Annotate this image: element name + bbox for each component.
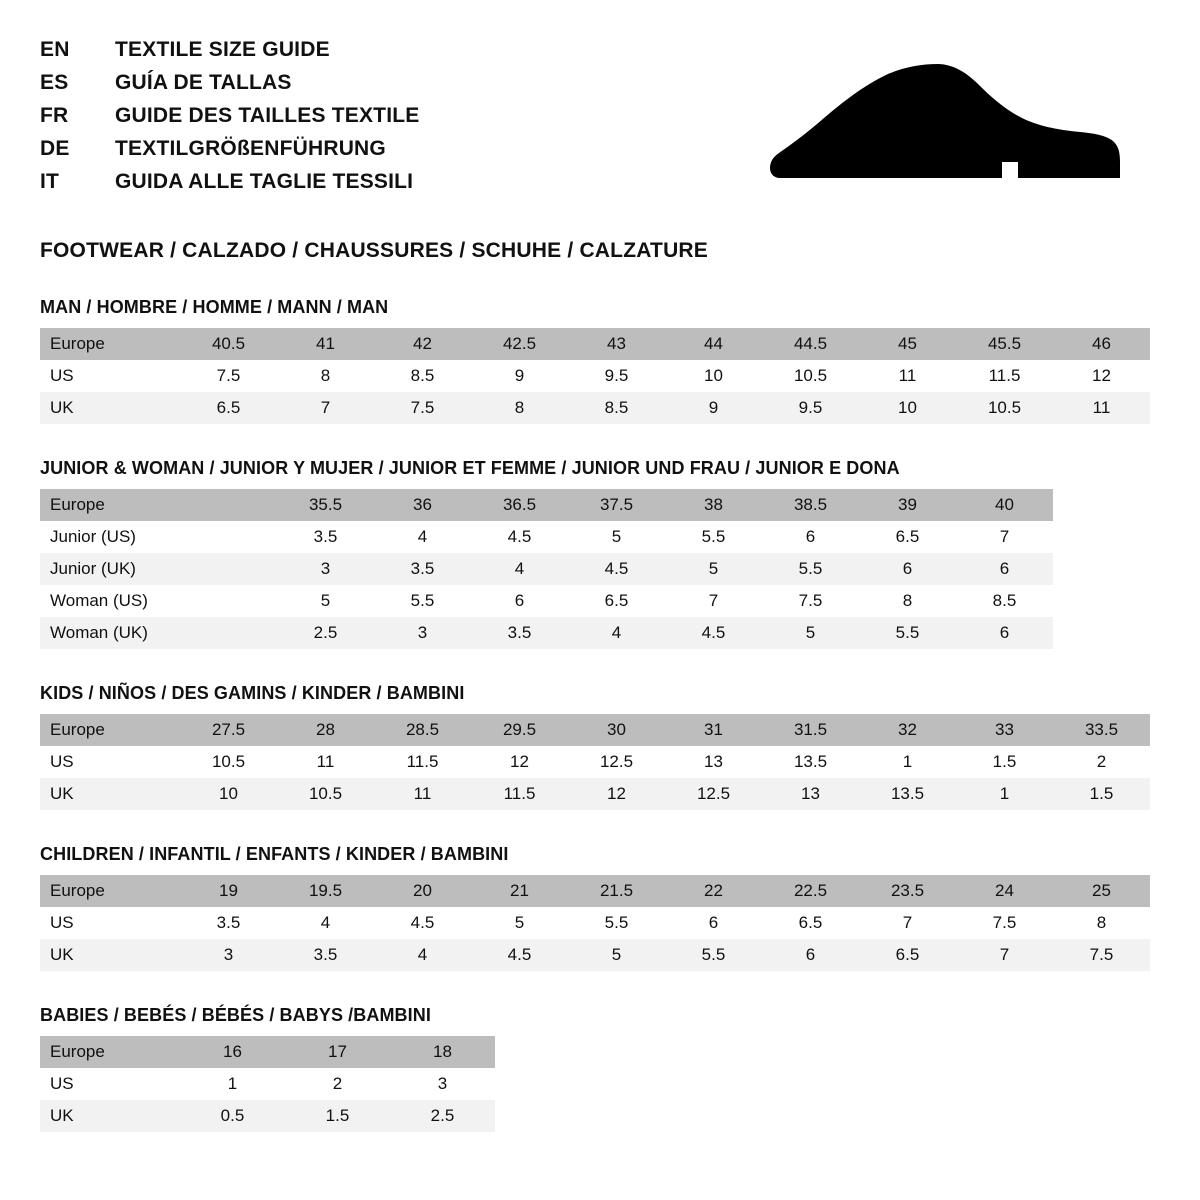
row-label: US bbox=[40, 1068, 180, 1100]
cell: 1.5 bbox=[285, 1100, 390, 1132]
cell: 6.5 bbox=[180, 392, 277, 424]
cell: 19 bbox=[180, 875, 277, 907]
cell: 11.5 bbox=[374, 746, 471, 778]
group-title: CHILDREN / INFANTIL / ENFANTS / KINDER / BAMBINI bbox=[40, 844, 509, 865]
cell: 41 bbox=[277, 328, 374, 360]
cell: 7 bbox=[277, 392, 374, 424]
cell: 24 bbox=[956, 875, 1053, 907]
group-title: MAN / HOMBRE / HOMME / MANN / MAN bbox=[40, 297, 389, 318]
table-row bbox=[40, 489, 1053, 521]
table-row bbox=[40, 360, 1150, 392]
table-row bbox=[40, 1068, 495, 1100]
cell: 4 bbox=[471, 553, 568, 585]
row-label: Woman (UK) bbox=[40, 617, 180, 649]
cell: 5 bbox=[665, 553, 762, 585]
cell: 9 bbox=[471, 360, 568, 392]
cell: 42 bbox=[374, 328, 471, 360]
cell: 43 bbox=[568, 328, 665, 360]
cell: 45.5 bbox=[956, 328, 1053, 360]
cell: 36.5 bbox=[471, 489, 568, 521]
cell: 2 bbox=[285, 1068, 390, 1100]
cell: 5 bbox=[568, 939, 665, 971]
group-children bbox=[40, 844, 1160, 971]
cell: 40 bbox=[956, 489, 1053, 521]
size-table-junior-woman bbox=[40, 489, 1053, 649]
cell: 10.5 bbox=[277, 778, 374, 810]
cell: 30 bbox=[568, 714, 665, 746]
cell: 19.5 bbox=[277, 875, 374, 907]
cell: 6 bbox=[956, 617, 1053, 649]
cell: 6 bbox=[471, 585, 568, 617]
cell: 8 bbox=[277, 360, 374, 392]
cell: 3 bbox=[180, 939, 277, 971]
cell: 17 bbox=[285, 1036, 390, 1068]
cell: 16 bbox=[180, 1036, 285, 1068]
cell: 10.5 bbox=[762, 360, 859, 392]
table-row bbox=[40, 553, 1053, 585]
row-label: UK bbox=[40, 778, 180, 810]
cell: 18 bbox=[390, 1036, 495, 1068]
language-title: GUIDE DES TAILLES TEXTILE bbox=[115, 104, 420, 128]
cell: 7.5 bbox=[956, 907, 1053, 939]
cell: 11 bbox=[1053, 392, 1150, 424]
row-label: US bbox=[40, 907, 180, 939]
cell: 10 bbox=[180, 778, 277, 810]
cell: 4.5 bbox=[471, 939, 568, 971]
cell: 9 bbox=[665, 392, 762, 424]
cell: 28 bbox=[277, 714, 374, 746]
language-row bbox=[40, 100, 419, 131]
row-label: Europe bbox=[40, 875, 180, 907]
cell: 22.5 bbox=[762, 875, 859, 907]
cell: 8.5 bbox=[374, 360, 471, 392]
row-label: Europe bbox=[40, 1036, 180, 1068]
cell: 31 bbox=[665, 714, 762, 746]
cell: 36 bbox=[374, 489, 471, 521]
row-label: Europe bbox=[40, 714, 180, 746]
table-row bbox=[40, 392, 1150, 424]
cell: 12.5 bbox=[665, 778, 762, 810]
row-label: US bbox=[40, 746, 180, 778]
cell: 13 bbox=[665, 746, 762, 778]
cell: 2.5 bbox=[277, 617, 374, 649]
table-row bbox=[40, 907, 1150, 939]
cell: 39 bbox=[859, 489, 956, 521]
cell: 33.5 bbox=[1053, 714, 1150, 746]
cell: 5.5 bbox=[665, 521, 762, 553]
cell: 46 bbox=[1053, 328, 1150, 360]
cell: 3 bbox=[390, 1068, 495, 1100]
size-table-kids bbox=[40, 714, 1150, 810]
cell: 3.5 bbox=[471, 617, 568, 649]
cell: 20 bbox=[374, 875, 471, 907]
cell: 28.5 bbox=[374, 714, 471, 746]
cell: 7 bbox=[665, 585, 762, 617]
cell: 33 bbox=[956, 714, 1053, 746]
cell: 1 bbox=[956, 778, 1053, 810]
cell: 7.5 bbox=[1053, 939, 1150, 971]
language-title-list bbox=[40, 34, 419, 197]
cell: 1 bbox=[180, 1068, 285, 1100]
cell: 23.5 bbox=[859, 875, 956, 907]
cell: 6 bbox=[665, 907, 762, 939]
cell: 8 bbox=[859, 585, 956, 617]
cell: 8 bbox=[471, 392, 568, 424]
cell: 11.5 bbox=[471, 778, 568, 810]
cell: 7.5 bbox=[180, 360, 277, 392]
cell: 3.5 bbox=[374, 553, 471, 585]
cell: 5 bbox=[762, 617, 859, 649]
table-row bbox=[40, 939, 1150, 971]
page-header bbox=[40, 34, 1160, 197]
cell: 1 bbox=[859, 746, 956, 778]
cell: 44 bbox=[665, 328, 762, 360]
cell: 6.5 bbox=[859, 939, 956, 971]
cell: 29.5 bbox=[471, 714, 568, 746]
cell: 0.5 bbox=[180, 1100, 285, 1132]
cell: 6 bbox=[956, 553, 1053, 585]
cell: 7.5 bbox=[374, 392, 471, 424]
cell: 7 bbox=[956, 939, 1053, 971]
table-row bbox=[40, 746, 1150, 778]
language-row bbox=[40, 166, 419, 197]
cell: 5 bbox=[568, 521, 665, 553]
language-row bbox=[40, 67, 419, 98]
cell: 3.5 bbox=[277, 939, 374, 971]
size-table-children bbox=[40, 875, 1150, 971]
cell: 4 bbox=[277, 907, 374, 939]
cell: 13 bbox=[762, 778, 859, 810]
table-row bbox=[40, 328, 1150, 360]
cell: 2 bbox=[1053, 746, 1150, 778]
cell: 4 bbox=[568, 617, 665, 649]
cell: 3 bbox=[277, 553, 374, 585]
cell bbox=[180, 553, 277, 585]
size-table-man bbox=[40, 328, 1150, 424]
table-row bbox=[40, 1100, 495, 1132]
cell: 5 bbox=[471, 907, 568, 939]
cell: 6.5 bbox=[762, 907, 859, 939]
cell: 5.5 bbox=[762, 553, 859, 585]
group-title: KIDS / NIÑOS / DES GAMINS / KINDER / BAMBINI bbox=[40, 683, 465, 704]
cell: 31.5 bbox=[762, 714, 859, 746]
group-junior-woman bbox=[40, 458, 1160, 649]
cell: 6 bbox=[859, 553, 956, 585]
table-row bbox=[40, 778, 1150, 810]
cell: 10 bbox=[665, 360, 762, 392]
cell: 8.5 bbox=[568, 392, 665, 424]
table-row bbox=[40, 1036, 495, 1068]
row-label: US bbox=[40, 360, 180, 392]
language-code: EN bbox=[40, 38, 70, 61]
cell: 12.5 bbox=[568, 746, 665, 778]
language-code: FR bbox=[40, 104, 69, 128]
language-row bbox=[40, 34, 419, 65]
table-row bbox=[40, 714, 1150, 746]
cell: 6.5 bbox=[568, 585, 665, 617]
cell: 37.5 bbox=[568, 489, 665, 521]
cell: 9.5 bbox=[762, 392, 859, 424]
cell: 11.5 bbox=[956, 360, 1053, 392]
language-code: DE bbox=[40, 137, 70, 161]
cell: 1.5 bbox=[1053, 778, 1150, 810]
cell: 8 bbox=[1053, 907, 1150, 939]
group-man bbox=[40, 297, 1160, 424]
cell bbox=[180, 521, 277, 553]
cell: 42.5 bbox=[471, 328, 568, 360]
cell: 1.5 bbox=[956, 746, 1053, 778]
cell: 11 bbox=[859, 360, 956, 392]
cell: 7 bbox=[956, 521, 1053, 553]
row-label: Junior (UK) bbox=[40, 553, 180, 585]
language-code: IT bbox=[40, 170, 60, 194]
row-label: UK bbox=[40, 939, 180, 971]
cell: 3.5 bbox=[277, 521, 374, 553]
group-title: JUNIOR & WOMAN / JUNIOR Y MUJER / JUNIOR ET FEMME / JUNIOR UND FRAU / JUNIOR E DONA bbox=[40, 458, 900, 479]
row-label: Woman (US) bbox=[40, 585, 180, 617]
cell: 40.5 bbox=[180, 328, 277, 360]
table-row bbox=[40, 521, 1053, 553]
cell: 11 bbox=[277, 746, 374, 778]
cell bbox=[180, 617, 277, 649]
cell: 4 bbox=[374, 521, 471, 553]
cell: 4.5 bbox=[471, 521, 568, 553]
cell: 5.5 bbox=[374, 585, 471, 617]
row-label: Europe bbox=[40, 489, 180, 521]
cell: 6.5 bbox=[859, 521, 956, 553]
cell: 22 bbox=[665, 875, 762, 907]
cell: 7 bbox=[859, 907, 956, 939]
cell: 5.5 bbox=[665, 939, 762, 971]
cell: 2.5 bbox=[390, 1100, 495, 1132]
language-row bbox=[40, 133, 419, 164]
cell: 5 bbox=[277, 585, 374, 617]
cell: 13.5 bbox=[762, 746, 859, 778]
cell: 21.5 bbox=[568, 875, 665, 907]
cell: 45 bbox=[859, 328, 956, 360]
cell: 38.5 bbox=[762, 489, 859, 521]
cell: 6 bbox=[762, 939, 859, 971]
group-kids bbox=[40, 683, 1160, 810]
cell: 27.5 bbox=[180, 714, 277, 746]
cell: 10 bbox=[859, 392, 956, 424]
group-babies bbox=[40, 1005, 1160, 1132]
footwear-category-title: FOOTWEAR / CALZADO / CHAUSSURES / SCHUHE / CALZATURE bbox=[40, 239, 709, 263]
cell: 10.5 bbox=[956, 392, 1053, 424]
cell: 13.5 bbox=[859, 778, 956, 810]
cell: 25 bbox=[1053, 875, 1150, 907]
cell bbox=[180, 489, 277, 521]
cell: 4.5 bbox=[568, 553, 665, 585]
language-title: TEXTILGRÖßENFÜHRUNG bbox=[115, 137, 386, 161]
language-title: GUIDA ALLE TAGLIE TESSILI bbox=[115, 170, 414, 194]
cell: 21 bbox=[471, 875, 568, 907]
cell: 32 bbox=[859, 714, 956, 746]
cell: 5.5 bbox=[568, 907, 665, 939]
dress-shoe-icon bbox=[770, 62, 1120, 197]
cell: 12 bbox=[471, 746, 568, 778]
cell: 4.5 bbox=[665, 617, 762, 649]
row-label: UK bbox=[40, 1100, 180, 1132]
language-title: TEXTILE SIZE GUIDE bbox=[115, 38, 330, 61]
cell: 12 bbox=[1053, 360, 1150, 392]
cell: 8.5 bbox=[956, 585, 1053, 617]
group-title: BABIES / BEBÉS / BÉBÉS / BABYS /BAMBINI bbox=[40, 1005, 431, 1026]
cell: 38 bbox=[665, 489, 762, 521]
cell: 44.5 bbox=[762, 328, 859, 360]
row-label: Europe bbox=[40, 328, 180, 360]
language-code: ES bbox=[40, 71, 69, 95]
table-row bbox=[40, 585, 1053, 617]
cell: 6 bbox=[762, 521, 859, 553]
table-row bbox=[40, 875, 1150, 907]
cell: 4.5 bbox=[374, 907, 471, 939]
cell: 35.5 bbox=[277, 489, 374, 521]
table-row bbox=[40, 617, 1053, 649]
cell: 9.5 bbox=[568, 360, 665, 392]
cell: 4 bbox=[374, 939, 471, 971]
cell bbox=[180, 585, 277, 617]
cell: 3.5 bbox=[180, 907, 277, 939]
size-table-babies bbox=[40, 1036, 495, 1132]
cell: 3 bbox=[374, 617, 471, 649]
cell: 11 bbox=[374, 778, 471, 810]
cell: 5.5 bbox=[859, 617, 956, 649]
row-label: Junior (US) bbox=[40, 521, 180, 553]
cell: 7.5 bbox=[762, 585, 859, 617]
cell: 10.5 bbox=[180, 746, 277, 778]
cell: 12 bbox=[568, 778, 665, 810]
language-title: GUÍA DE TALLAS bbox=[115, 71, 292, 95]
row-label: UK bbox=[40, 392, 180, 424]
